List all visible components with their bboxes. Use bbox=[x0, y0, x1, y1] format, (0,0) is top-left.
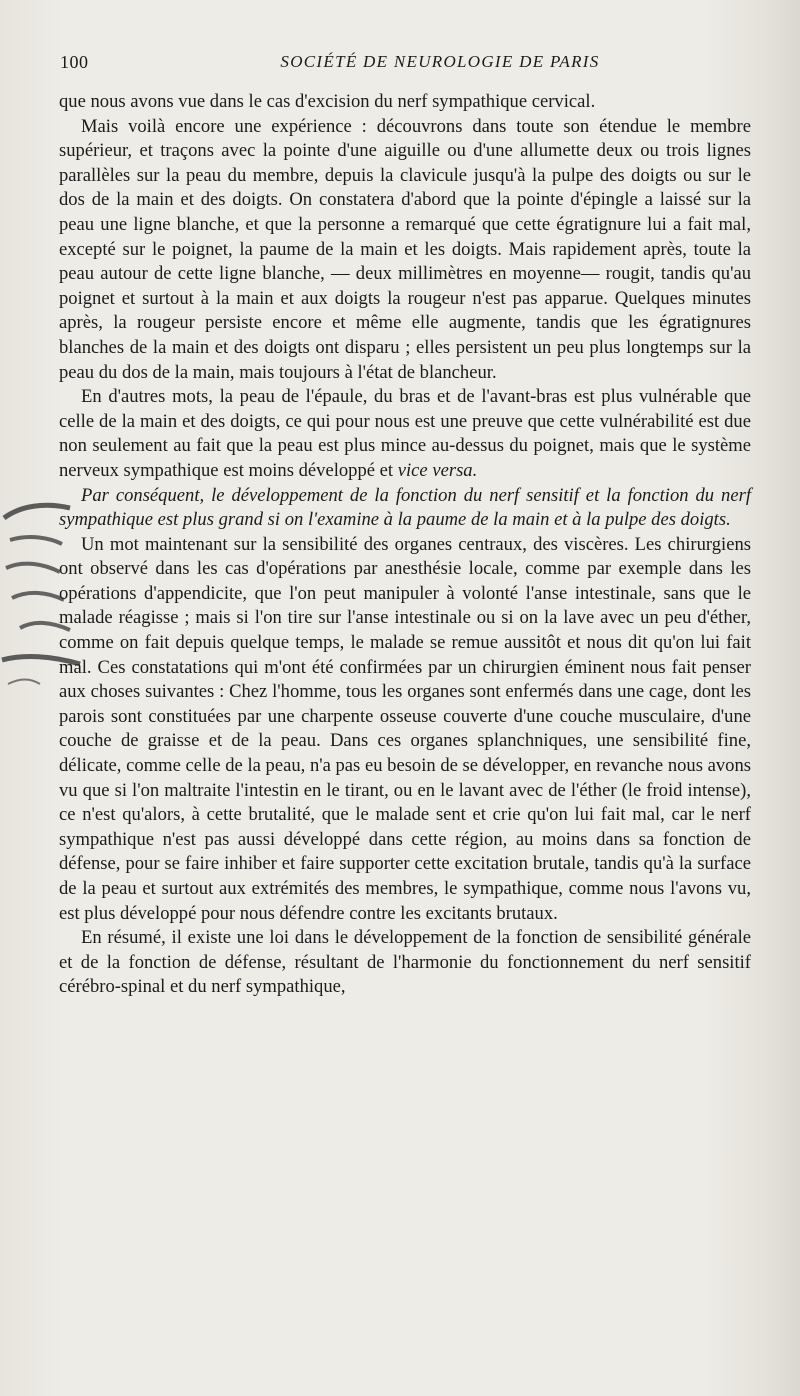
page-number: 100 bbox=[60, 52, 89, 72]
running-title: SOCIÉTÉ DE NEUROLOGIE DE PARIS bbox=[280, 52, 600, 71]
paragraph-continuation: que nous avons vue dans le cas d'excision du nerf sympathique cervical. bbox=[59, 91, 596, 112]
paragraph-experiment: Mais voilà encore une expérience : découvrons dans toute son étendue le membre supérieur, et traçons avec la pointe d'une aiguille ou d'une allumette deux ou trois lignes parallèles sur la peau du membre, depuis la clavicule jusqu'à la pulpe des doigts ou sur le dos de la main et des doigts. On constatera d'abord que la pointe d'épingle a laissé sur la peau une ligne blanche, et que la personne a remarqué que cette égratignure lui a fait mal, excepté sur le poignet, la paume de la main et les doigts. Mais rapidement après, toute la peau autour de cette ligne blanche, — deux millimètres en moyenne— rougit, tandis qu'au poignet et surtout à la main et aux doigts la rougeur n'est pas apparue. Quelques minutes après, la rougeur persiste encore et même elle augmente, tandis que les égratignures blanches de la main et des doigts ont disparu ; elles persistent un peu plus longtemps sur la peau du dos de la main, mais toujours à l'état de blancheur. bbox=[59, 115, 751, 383]
italic-phrase: vice versa. bbox=[397, 459, 478, 481]
paragraph-visceral-sensitivity: Un mot maintenant sur la sensibilité des organes centraux, des viscères. Les chirurgiens ont observé dans les cas d'opérations par anesthésie locale, comme par exemple dans les opérations d'appendicite, que l'on peut manipuler à volonté l'anse intestinale, sans que le malade réagisse ; mais si l'on tire sur l'anse intestinale ou si on la lave avec un peu d'éther, comme on fait depuis quelque temps, le malade se remue aussitôt et nous dit qu'on lui fait mal. Ces constatations qui m'ont été confirmées par un chirurgien éminent nous fait penser aux choses suivantes : Chez l'homme, tous les organes sont enfermés dans une cage, dont les parois sont constituées par une charpente osseuse couverte d'une couche musculaire, d'une couche de graisse et de la peau. Dans ces organes splanchniques, une sensibilité fine, délicate, comme celle de la peau, n'a pas eu besoin de se développer, en revanche nous avons vu que si l'on maltraite l'intestin en le tirant, ou en le lavant avec de l'éther (le froid intense), ce n'est qu'alors, à cette brutalité, que le malade sent et crie qu'on lui fait mal, car le nerf sympathique n'est pas aussi développé dans cette région, au moins dans sa fonction de défense, pour se faire inhiber et faire supporter cette excitation brutale, tandis qu'à la surface de la peau et surtout aux extrémités des membres, le sympathique, comme nous l'avons vu, est plus développé pour nous défendre contre les excitants brutaux. bbox=[59, 533, 751, 924]
page-header bbox=[60, 52, 750, 78]
paragraph-vulnerability-text: En d'autres mots, la peau de l'épaule, du bras et de l'avant-bras est plus vulnérable que celle de la main et des doigts, ce qui pour nous est une preuve que cette vulnérabilité est due non seulement au fait que la peau est plus mince au-dessus du poignet, mais que le système nerveux sympathique est moins développé et bbox=[59, 386, 751, 481]
paragraph-summary: En résumé, il existe une loi dans le développement de la fonction de sensibilité générale et de la fonction de défense, résultant de l'harmonie du fonctionnement du nerf sensitif cérébro-spinal et du nerf sympathique, bbox=[59, 927, 751, 998]
paragraph-conclusion-italic: Par conséquent, le développement de la fonction du nerf sensitif et la fonction du nerf sympathique est plus grand si on l'examine à la paume de la main et à la pulpe des doigts. bbox=[59, 484, 751, 531]
body-text bbox=[59, 90, 751, 1000]
paragraph-vulnerability bbox=[59, 385, 751, 483]
